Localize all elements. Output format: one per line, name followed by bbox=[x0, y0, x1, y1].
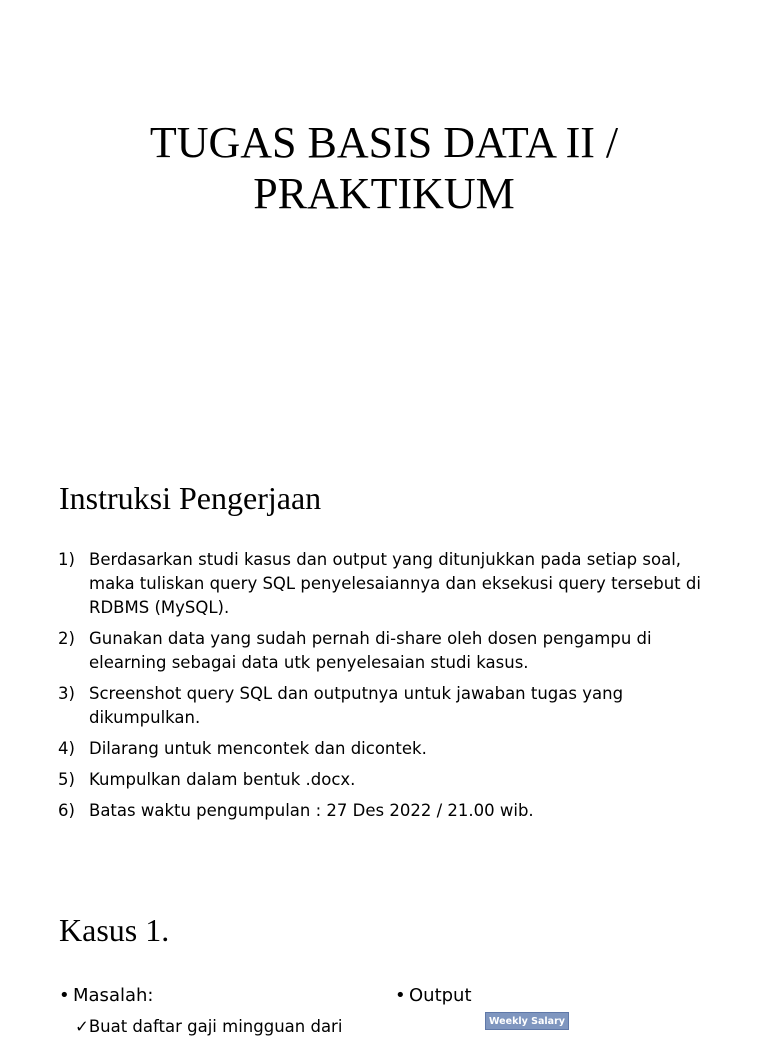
output-column bbox=[395, 984, 715, 1027]
instruction-text: Kumpulkan dalam bentuk .docx. bbox=[89, 770, 356, 789]
slide-title-line-1: TUGAS BASIS DATA II / bbox=[149, 118, 619, 167]
instruction-text: Dilarang untuk mencontek dan dicontek. bbox=[89, 739, 427, 758]
instruction-item bbox=[0, 799, 768, 823]
instruction-text: Batas waktu pengumpulan : 27 Des 2022 / 21.00 wib. bbox=[89, 801, 534, 820]
instruction-number: 2) bbox=[58, 629, 75, 648]
title-slide bbox=[0, 0, 768, 440]
instructions-list bbox=[0, 548, 768, 830]
problem-bullet bbox=[59, 984, 359, 1008]
problem-sub-item: ✓Buat daftar gaji mingguan dari bbox=[75, 1017, 343, 1036]
instruction-number: 3) bbox=[58, 684, 75, 703]
instructions-slide bbox=[0, 440, 768, 880]
instruction-item bbox=[0, 627, 768, 675]
bullet-dot-icon: • bbox=[59, 985, 70, 1006]
instruction-text: Gunakan data yang sudah pernah di-share oleh dosen pengampu di elearning sebagai data utk penyelesaian studi kasus. bbox=[89, 629, 652, 672]
problem-label: Masalah: bbox=[73, 985, 154, 1006]
instruction-number: 1) bbox=[58, 550, 75, 569]
instructions-heading: Instruksi Pengerjaan bbox=[59, 480, 322, 516]
output-label: Output bbox=[409, 985, 472, 1006]
problem-column bbox=[59, 984, 359, 1038]
instruction-number: 4) bbox=[58, 739, 75, 758]
instruction-number: 6) bbox=[58, 801, 75, 820]
slide-title-line-2: PRAKTIKUM bbox=[253, 169, 515, 218]
instruction-text: Screenshot query SQL dan outputnya untuk jawaban tugas yang dikumpulkan. bbox=[89, 684, 624, 727]
output-table-header: Weekly Salary bbox=[485, 1012, 569, 1030]
bullet-dot-icon: • bbox=[395, 985, 406, 1006]
instruction-number: 5) bbox=[58, 770, 75, 789]
instruction-item bbox=[0, 737, 768, 761]
instruction-text: Berdasarkan studi kasus dan output yang ditunjukkan pada setiap soal, maka tuliskan query SQL penyelesaiannya dan eksekusi query tersebut di RDBMS (MySQL). bbox=[89, 550, 701, 617]
case-slide bbox=[0, 880, 768, 1036]
slide-title bbox=[0, 117, 768, 219]
instruction-item bbox=[0, 682, 768, 730]
instruction-item bbox=[0, 548, 768, 620]
instruction-item bbox=[0, 768, 768, 792]
output-bullet bbox=[395, 984, 715, 1008]
case-heading: Kasus 1. bbox=[59, 912, 170, 948]
